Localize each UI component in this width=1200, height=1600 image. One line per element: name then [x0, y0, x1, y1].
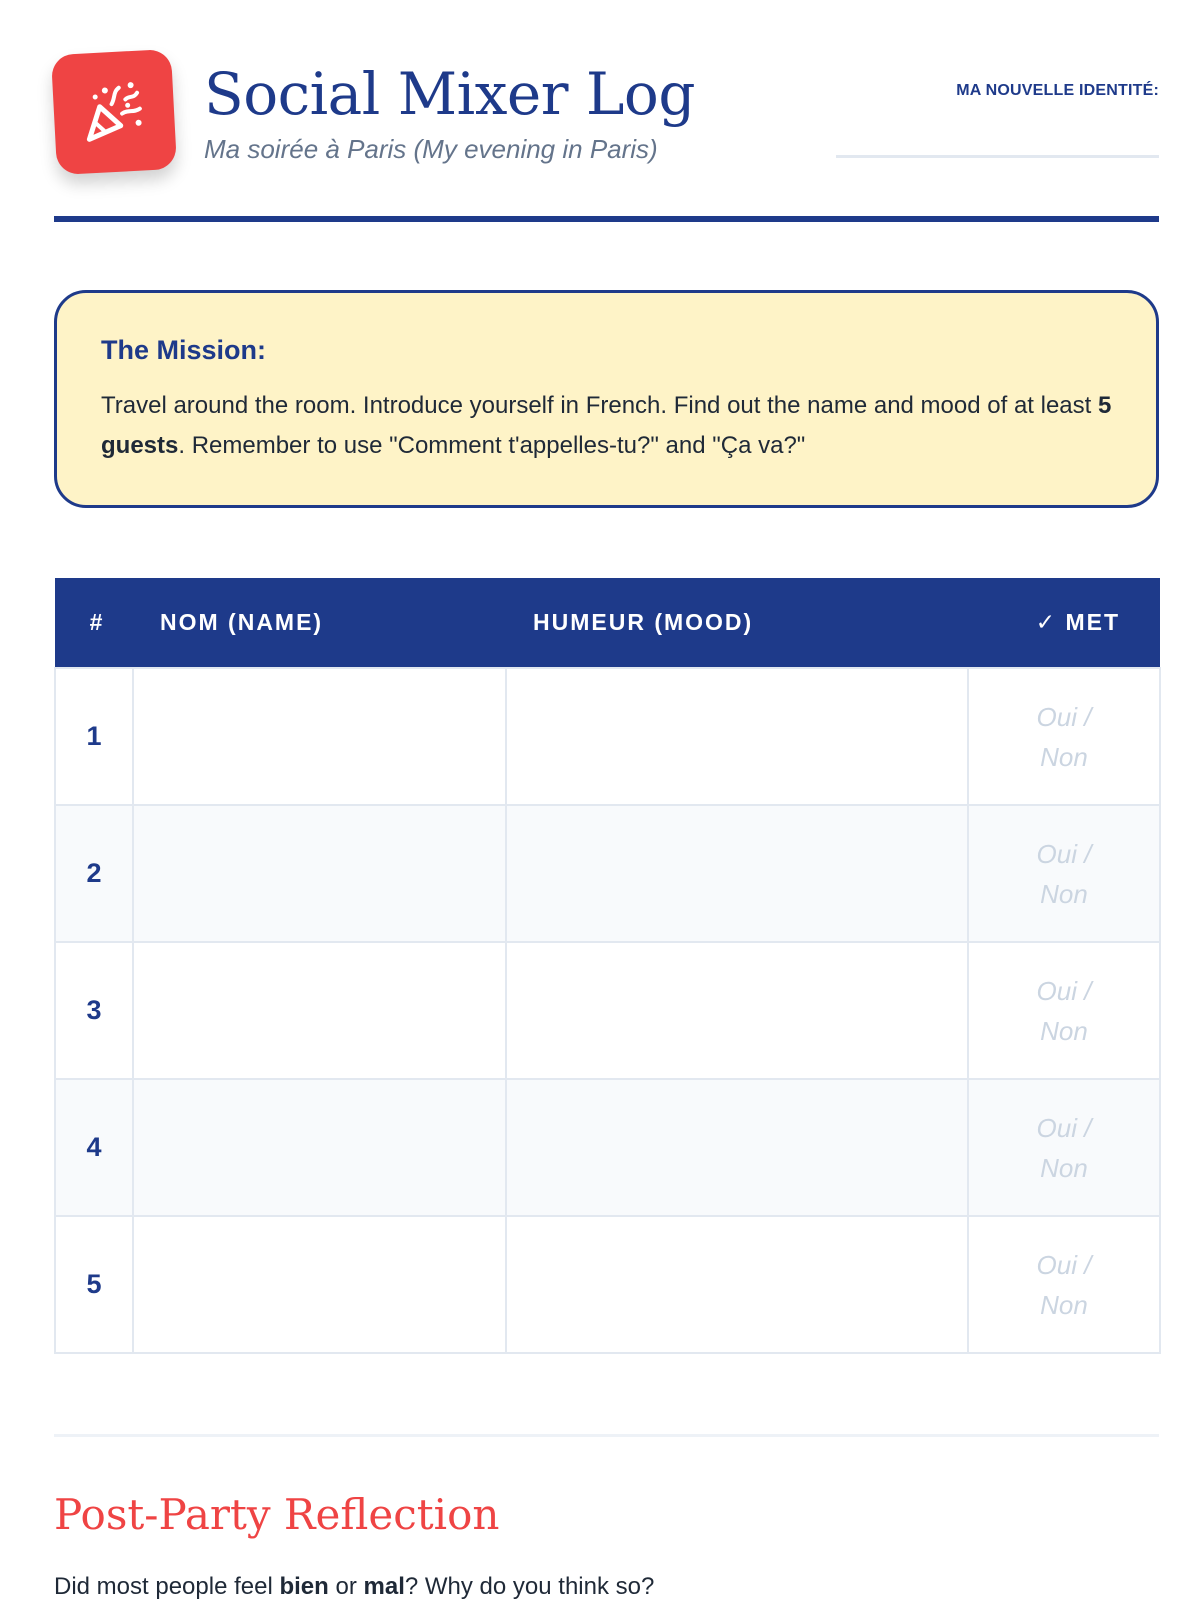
- name-cell[interactable]: [133, 668, 506, 805]
- met-placeholder: Oui / Non: [1036, 1249, 1092, 1320]
- row-number: 5: [55, 1216, 133, 1353]
- table-row: [55, 1079, 1160, 1216]
- row-number: 2: [55, 805, 133, 942]
- table-row: [55, 942, 1160, 1079]
- met-cell[interactable]: [968, 1216, 1160, 1353]
- table-header-row: [55, 578, 1160, 668]
- mission-title: The Mission:: [101, 335, 267, 365]
- mission-box: [54, 290, 1159, 508]
- guest-table: [54, 578, 1161, 1354]
- table-row: [55, 668, 1160, 805]
- mission-text-part: Travel around the room. Introduce yourself in French. Find out the name and mood of at least: [101, 392, 1098, 419]
- table-row: [55, 805, 1160, 942]
- identity-field[interactable]: [836, 152, 1159, 158]
- met-cell[interactable]: [968, 1079, 1160, 1216]
- party-popper-icon: [80, 78, 147, 145]
- reflection-prompt-part: or: [328, 1573, 364, 1600]
- section-divider: [54, 1434, 1159, 1437]
- met-placeholder: Oui / Non: [1036, 838, 1092, 909]
- column-header-number: #: [89, 609, 105, 635]
- mission-text-bold: 5 guests: [101, 392, 1112, 459]
- reflection-prompt: [54, 1573, 654, 1600]
- name-cell[interactable]: [133, 805, 506, 942]
- mission-text-part: . Remember to use "Comment t'appelles-tu?" and "Ça va?": [178, 432, 806, 459]
- met-cell[interactable]: [968, 805, 1160, 942]
- met-placeholder: Oui / Non: [1036, 701, 1092, 772]
- mission-text: [101, 386, 1112, 466]
- reflection-title: Post-Party Reflection: [54, 1490, 500, 1539]
- column-header-mood: HUMEUR (MOOD): [533, 609, 754, 635]
- mood-cell[interactable]: [506, 668, 968, 805]
- met-placeholder: Oui / Non: [1036, 975, 1092, 1046]
- met-placeholder: Oui / Non: [1036, 1112, 1092, 1183]
- row-number: 3: [55, 942, 133, 1079]
- mood-cell[interactable]: [506, 1216, 968, 1353]
- name-cell[interactable]: [133, 1216, 506, 1353]
- reflection-prompt-bold: mal: [363, 1573, 405, 1600]
- identity-label: MA NOUVELLE IDENTITÉ:: [956, 82, 1159, 99]
- column-header-met: ✓ MET: [1035, 609, 1120, 635]
- header: [54, 52, 1159, 222]
- reflection-prompt-part: Did most people feel: [54, 1573, 280, 1600]
- reflection-prompt-bold: bien: [279, 1573, 329, 1600]
- table-row: [55, 1216, 1160, 1353]
- met-cell[interactable]: [968, 942, 1160, 1079]
- mood-cell[interactable]: [506, 805, 968, 942]
- reflection-prompt-part: ? Why do you think so?: [404, 1573, 655, 1600]
- name-cell[interactable]: [133, 1079, 506, 1216]
- mood-cell[interactable]: [506, 942, 968, 1079]
- page-subtitle: Ma soirée à Paris (My evening in Paris): [204, 134, 658, 164]
- page-title: Social Mixer Log: [204, 60, 695, 128]
- row-number: 1: [55, 668, 133, 805]
- header-divider: [54, 216, 1159, 222]
- logo: [51, 49, 177, 175]
- column-header-name: NOM (NAME): [160, 609, 324, 635]
- name-cell[interactable]: [133, 942, 506, 1079]
- row-number: 4: [55, 1079, 133, 1216]
- mood-cell[interactable]: [506, 1079, 968, 1216]
- met-cell[interactable]: [968, 668, 1160, 805]
